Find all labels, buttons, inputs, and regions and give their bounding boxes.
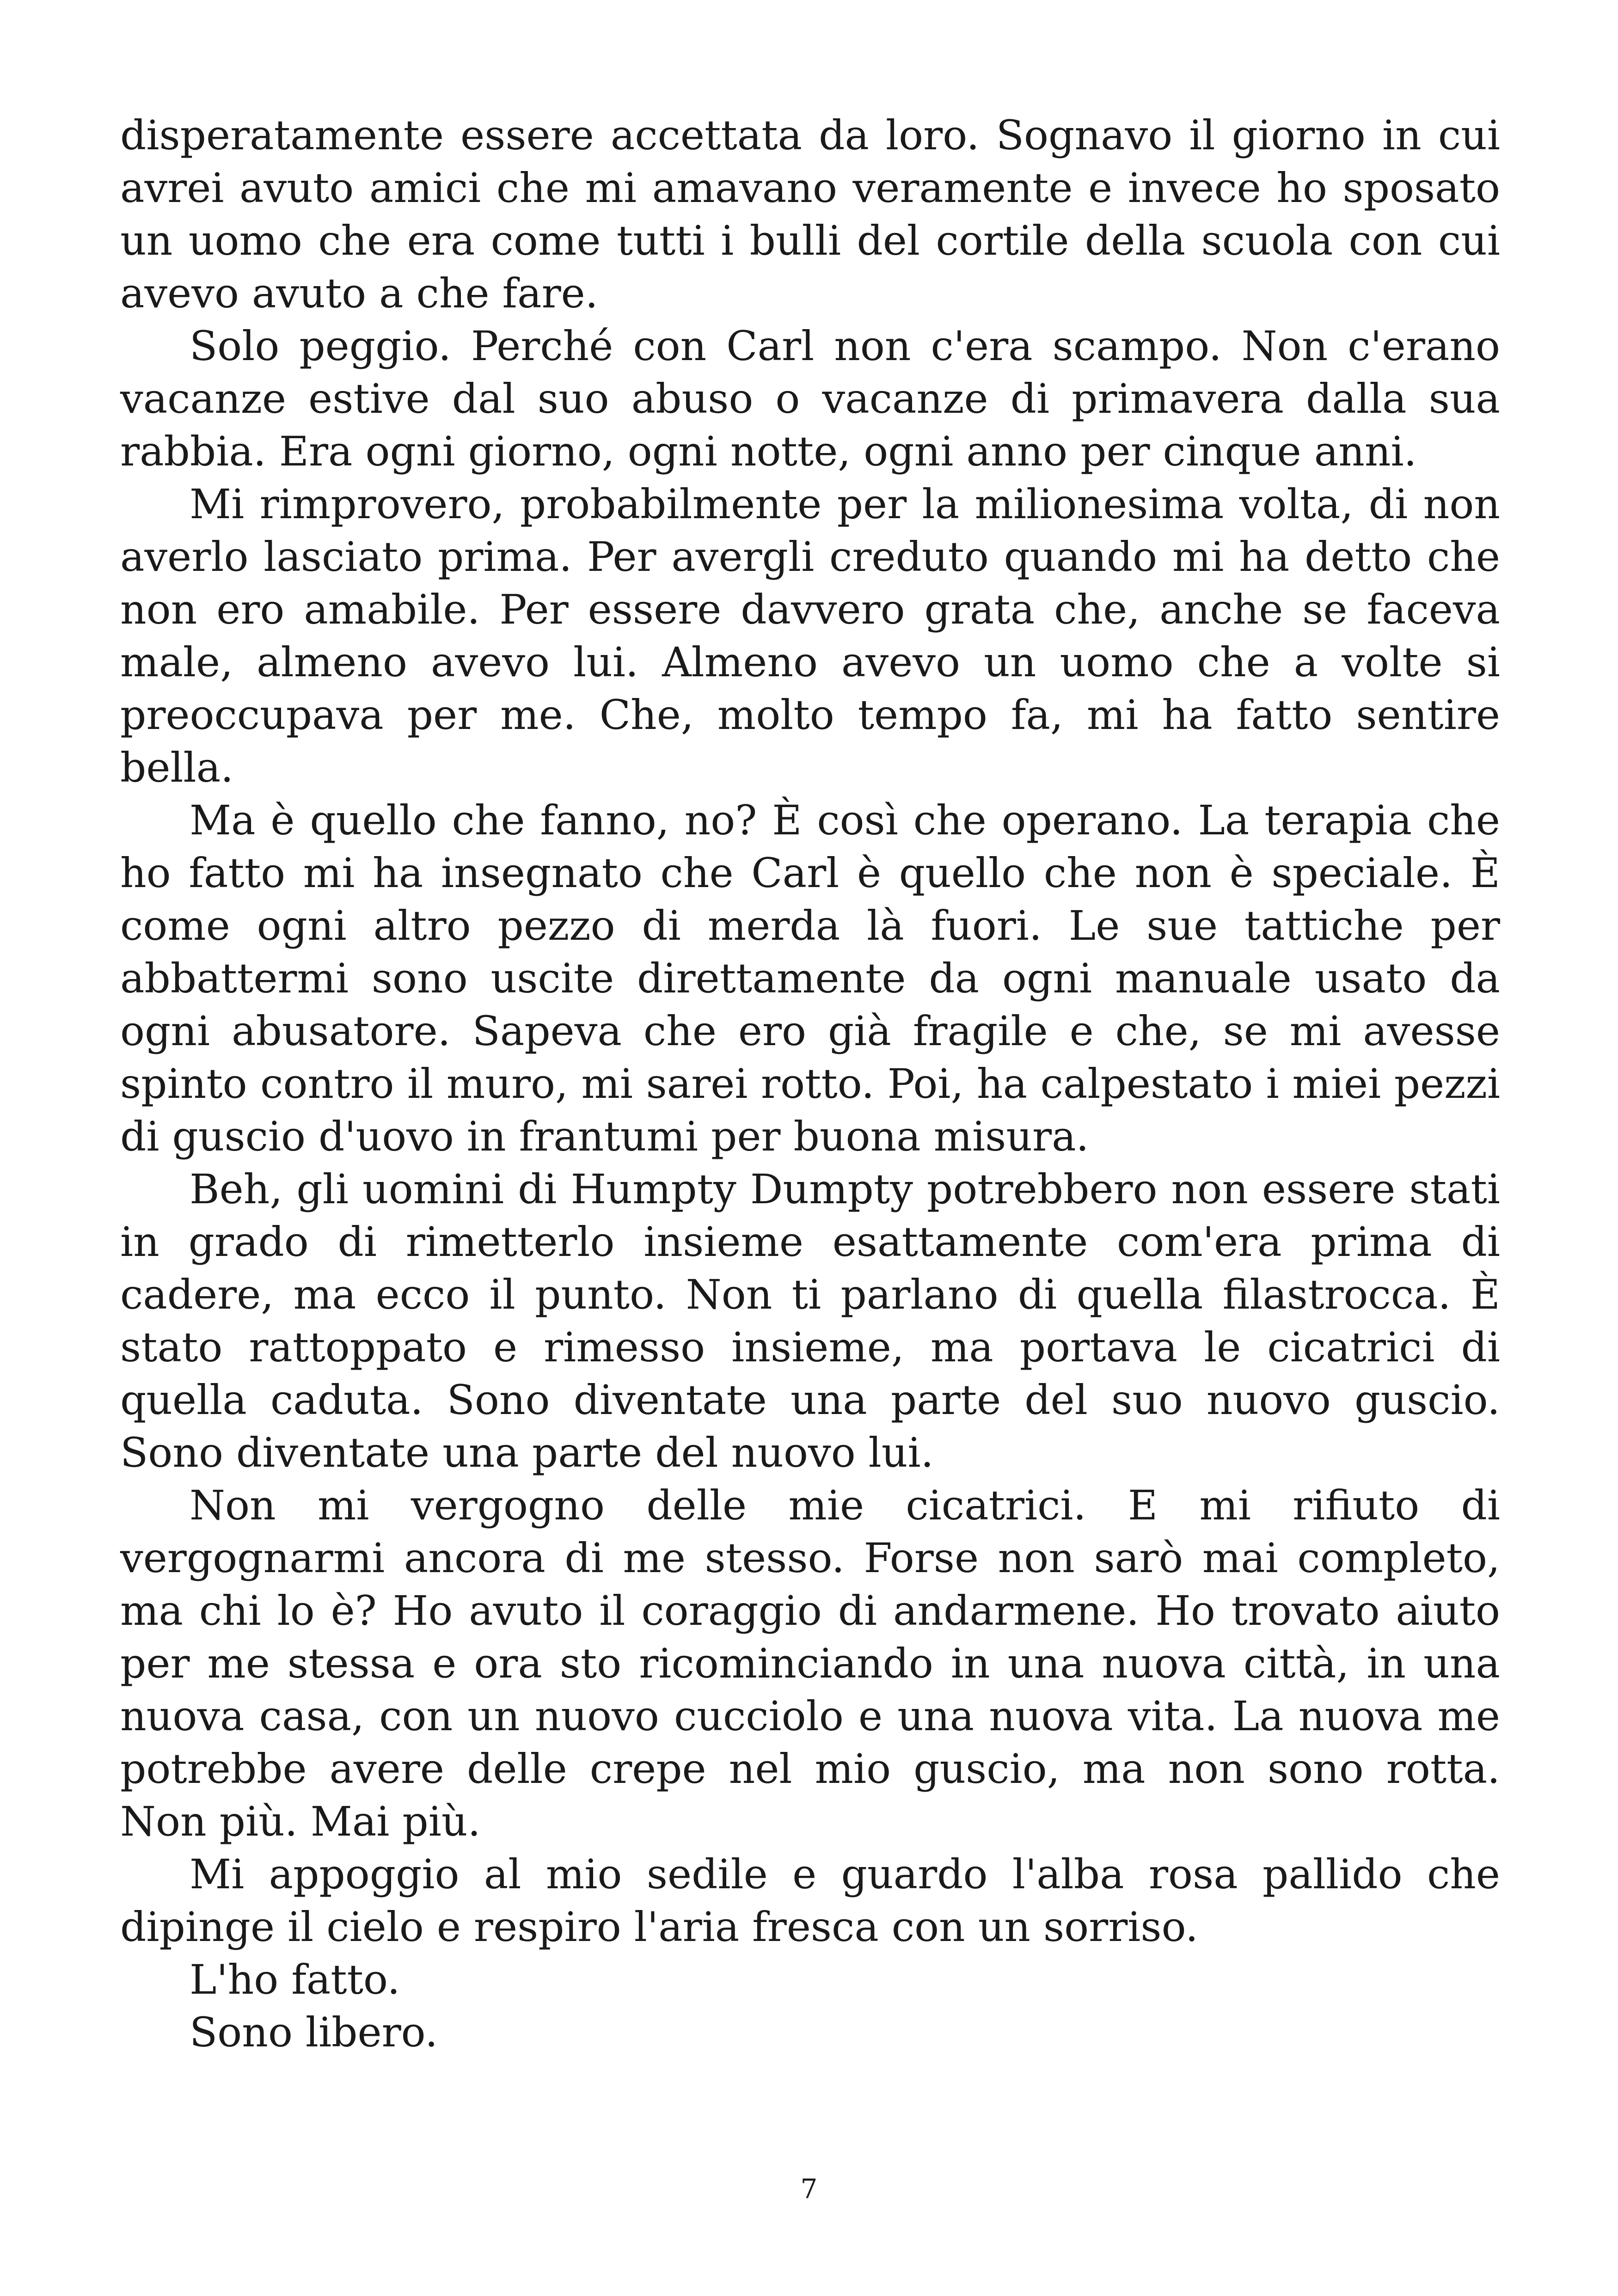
paragraph-9: Sono libero.	[190, 2008, 438, 2056]
paragraph-5: Beh, gli uomini di Humpty Dumpty potrebbero non essere stati in grado di rimetterlo insieme esattamente com'era prima di cadere, ma ecco il punto. Non ti parlano di quella filastrocca. È stato rattoppato e rimesso insieme, ma portava le cicatrici di quella caduta. Sono diventate una parte del suo nuovo guscio. Sono diventate una parte del nuovo lui.	[120, 1165, 1500, 1476]
page-number: 7	[800, 2173, 818, 2204]
paragraph-2: Solo peggio. Perché con Carl non c'era scampo. Non c'erano vacanze estive dal suo abuso o vacanze di primavera dalla sua rabbia. Era ogni giorno, ogni notte, ogni anno per cinque anni.	[120, 322, 1500, 475]
paragraph-6: Non mi vergogno delle mie cicatrici. E mi rifiuto di vergognarmi ancora di me stesso. Forse non sarò mai completo, ma chi lo è? Ho avuto il coraggio di andarmene. Ho trovato aiuto per me stessa e ora sto ricominciando in una nuova città, in una nuova casa, con un nuovo cucciolo e una nuova vita. La nuova me potrebbe avere delle crepe nel mio guscio, ma non sono rotta. Non più. Mai più.	[120, 1482, 1500, 1845]
body-text	[120, 109, 1500, 2059]
paragraph-3: Mi rimprovero, probabilmente per la milionesima volta, di non averlo lasciato prima. Per avergli creduto quando mi ha detto che non ero amabile. Per essere davvero grata che, anche se faceva male, almeno avevo lui. Almeno avevo un uomo che a volte si preoccupava per me. Che, molto tempo fa, mi ha fatto sentire bella.	[120, 480, 1500, 791]
paragraph-8: L'ho fatto.	[190, 1956, 400, 2003]
paragraph-1: disperatamente essere accettata da loro. Sognavo il giorno in cui avrei avuto amici che mi amavano veramente e invece ho sposato un uomo che era come tutti i bulli del cortile della scuola con cui avevo avuto a che fare.	[120, 111, 1500, 317]
paragraph-4: Ma è quello che fanno, no? È così che operano. La terapia che ho fatto mi ha insegnato che Carl è quello che non è speciale. È come ogni altro pezzo di merda là fuori. Le sue tattiche per abbattermi sono uscite direttamente da ogni manuale usato da ogni abusatore. Sapeva che ero già fragile e che, se mi avesse spinto contro il muro, mi sarei rotto. Poi, ha calpestato i miei pezzi di guscio d'uovo in frantumi per buona misura.	[120, 796, 1500, 1160]
paragraph-7: Mi appoggio al mio sedile e guardo l'alba rosa pallido che dipinge il cielo e respiro l'aria fresca con un sorriso.	[120, 1850, 1500, 1951]
